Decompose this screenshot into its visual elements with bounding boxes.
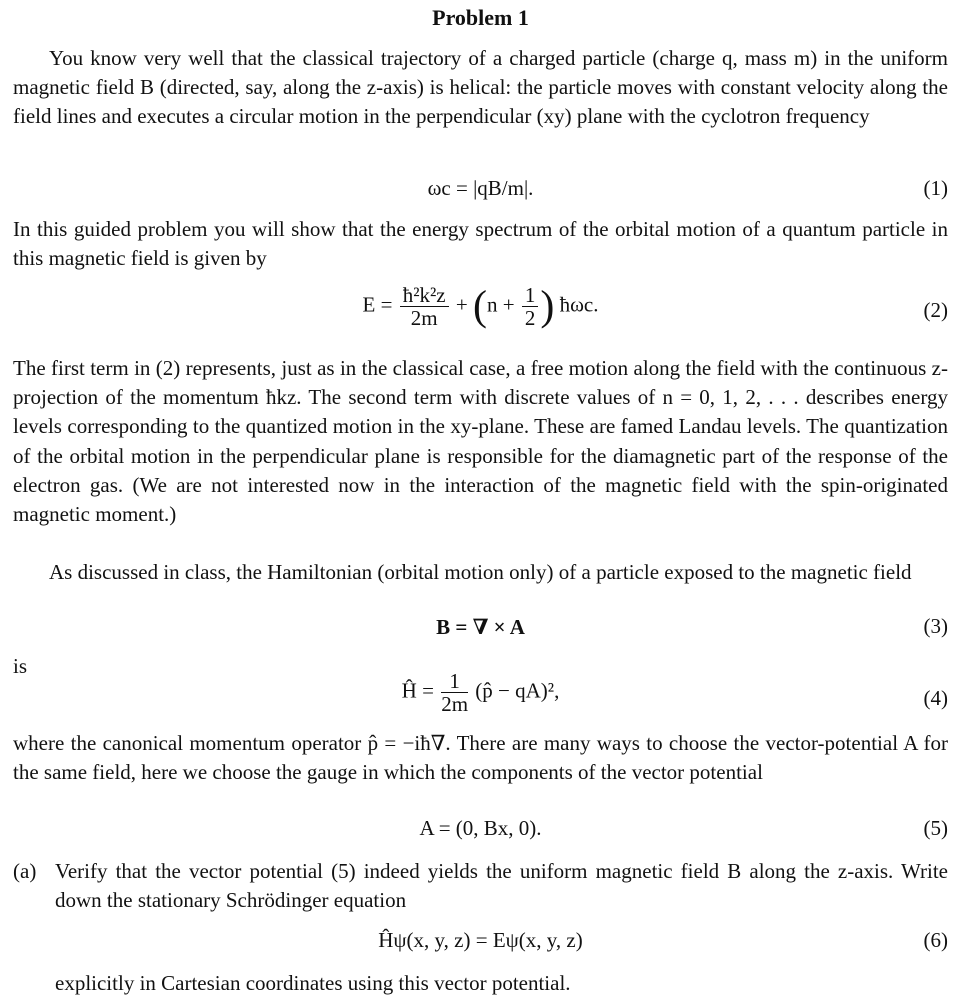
equation-4-rhs: (p̂ − qA)², (475, 678, 560, 703)
equation-6-number: (6) (923, 928, 948, 952)
fraction-numerator: 1 (441, 670, 468, 693)
equation-5-body: A = (0, Bx, 0). (419, 816, 542, 840)
plus-sign: + (455, 292, 468, 317)
paragraph-intro: You know very well that the classical trajectory of a charged particle (charge q, mass m) in the uniform magnetic field B (directed, say, along the z-axis) is helical: the particle moves with constant velocity along the field lines and executes a circular motion in the perpendicular (xy) plane with the cyclotron frequency (13, 46, 948, 129)
fraction-numerator: 1 (522, 284, 539, 307)
equation-1 (13, 176, 948, 208)
equation-5 (13, 816, 948, 848)
fraction-denominator: 2 (524, 306, 536, 330)
problem-title: Problem 1 (432, 5, 529, 30)
equation-4-fraction (441, 670, 468, 715)
equation-4 (13, 670, 948, 726)
fraction-numerator: ħ²k²z (400, 284, 449, 307)
text-is: is (13, 654, 28, 678)
paragraph-gauge: where the canonical momentum operator p̂ = −iħ∇. There are many ways to choose the vector-potential A for the same field, here we choose the gauge in which the components of the vector potential (13, 731, 948, 785)
paragraph-landau: The first term in (2) represents, just as in the classical case, a free motion along the field with the continuous z-projection of the momentum ħkz. The second term with discrete values of n = 0, 1, 2, . . . describes energy levels corresponding to the quantized motion in the xy-plane. These are famed Landau levels. The quantization of the orbital motion in the perpendicular plane is responsible for the diamagnetic part of the response of the electron gas. (We are not interested now in the interaction of the magnetic field with the spin-originated magnetic moment.) (13, 356, 948, 527)
item-text: Verify that the vector potential (5) indeed yields the uniform magnetic field B along the z-axis. Write down the stationary Schrödinger equation (55, 859, 948, 913)
equation-1-body: ωc = |qB/m|. (427, 176, 534, 200)
paragraph-spectrum: In this guided problem you will show that the energy spectrum of the orbital motion of a quantum particle in this magnetic field is given by (13, 217, 948, 271)
equation-2 (13, 284, 948, 340)
equation-3 (13, 614, 948, 646)
equation-2-fraction-kinetic (400, 284, 449, 329)
equation-3-body: B = ∇ × A (436, 615, 525, 639)
problem-item-a (13, 857, 948, 917)
equation-4-lhs: Ĥ = (401, 678, 434, 703)
item-label: (a) (13, 859, 37, 883)
equation-5-number: (5) (923, 816, 948, 840)
equation-3-number: (3) (923, 614, 948, 638)
paragraph-hamiltonian: As discussed in class, the Hamiltonian (orbital motion only) of a particle exposed to the magnetic field (49, 560, 912, 584)
equation-2-tail: ħωc. (559, 292, 599, 317)
equation-6-body: Ĥψ(x, y, z) = Eψ(x, y, z) (378, 928, 583, 952)
equation-6 (13, 928, 948, 960)
equation-2-lhs: E = (362, 292, 393, 317)
equation-4-number: (4) (923, 686, 948, 710)
fraction-denominator: 2m (410, 306, 438, 330)
equation-2-number: (2) (923, 298, 948, 322)
left-paren: ( (472, 283, 487, 330)
equation-2-fraction-half (522, 284, 539, 329)
right-paren: ) (540, 283, 555, 330)
closing-text: explicitly in Cartesian coordinates using this vector potential. (55, 971, 571, 995)
equation-1-number: (1) (923, 176, 948, 200)
paren-inner: n + (486, 292, 515, 317)
fraction-denominator: 2m (441, 692, 469, 716)
